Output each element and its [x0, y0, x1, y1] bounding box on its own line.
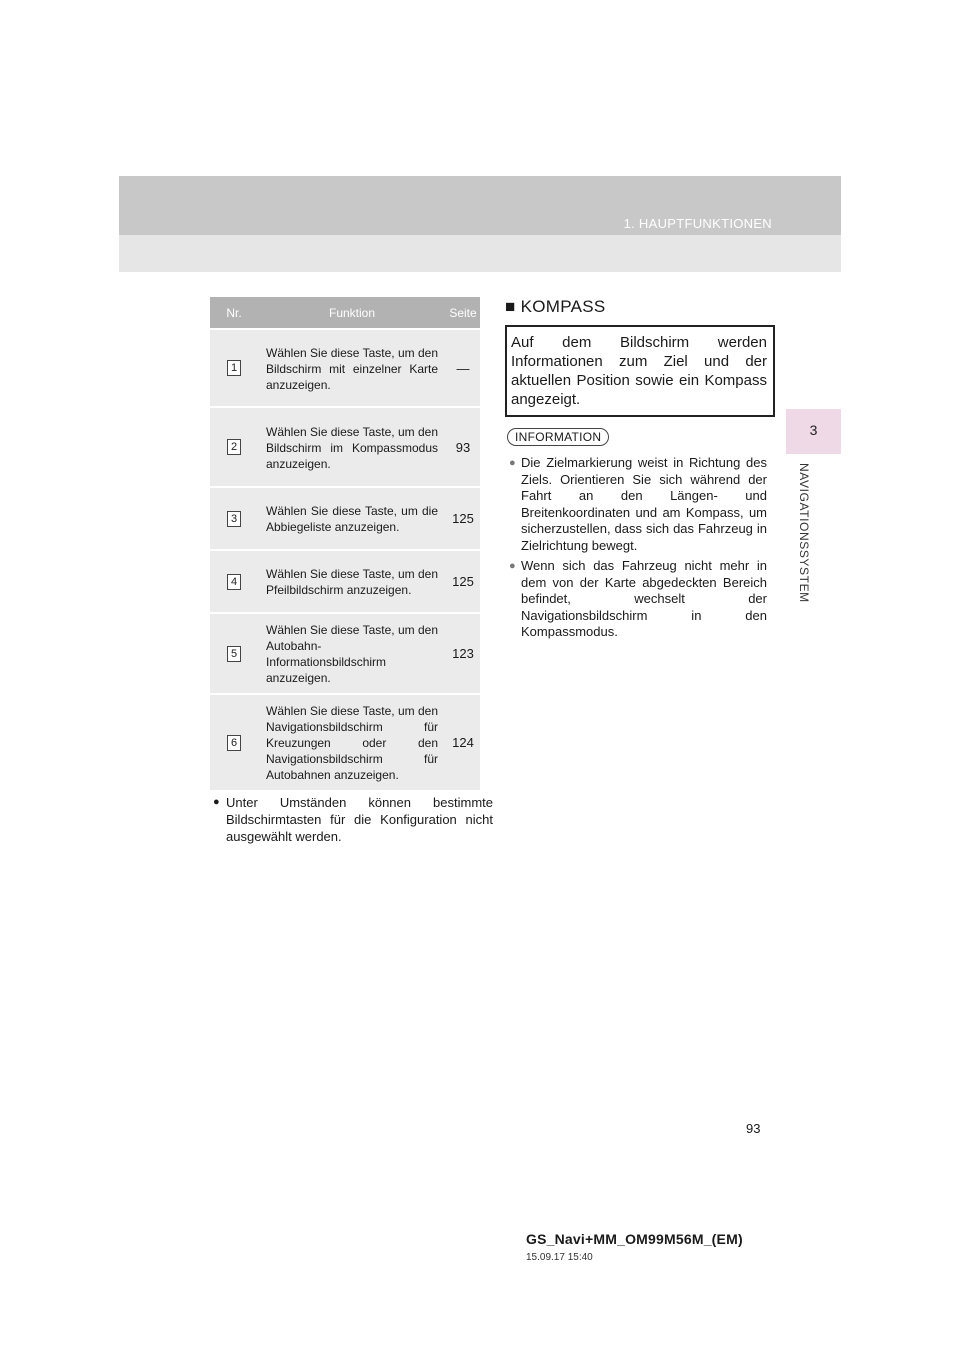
page-reference: 124 [446, 694, 480, 790]
bullet-icon: ● [509, 560, 516, 572]
function-description: Wählen Sie diese Taste, um den Pfeilbildschirm anzuzeigen. [258, 550, 446, 613]
print-timestamp: 15.09.17 15:40 [526, 1252, 593, 1263]
function-description: Wählen Sie diese Taste, um die Abbiegeliste anzuzeigen. [258, 487, 446, 550]
bullet-icon: ● [509, 457, 516, 469]
page-reference: 123 [446, 613, 480, 694]
page-number: 93 [746, 1121, 761, 1136]
function-description: Wählen Sie diese Taste, um den Navigationsbildschirm für Kreuzungen oder den Navigationsbildschirm für Autobahnen anzuzeigen. [258, 694, 446, 790]
column-header-nr: Nr. [210, 297, 258, 329]
page-reference: 125 [446, 487, 480, 550]
number-box-icon: 3 [227, 511, 241, 527]
list-item [509, 558, 767, 641]
header-subbar [119, 235, 841, 272]
function-description: Wählen Sie diese Taste, um den Autobahn-Informationsbildschirm anzuzeigen. [258, 613, 446, 694]
table-header-row [210, 297, 480, 329]
information-label: INFORMATION [507, 428, 609, 446]
function-description: Wählen Sie diese Taste, um den Bildschirm mit einzelner Karte anzuzeigen. [258, 329, 446, 407]
list-item [509, 455, 767, 554]
number-box-icon: 2 [227, 439, 241, 455]
configuration-note [213, 794, 493, 845]
information-list [509, 455, 767, 645]
section-heading-text: KOMPASS [520, 297, 606, 316]
square-bullet-icon: ■ [505, 297, 516, 316]
info-text: Wenn sich das Fahrzeug nicht mehr in dem von der Karte abgedeckten Bereich befindet, wechselt der Navigationsbildschirm in den Kompassmodus. [521, 558, 767, 639]
table-row [210, 407, 480, 487]
chapter-label: NAVIGATIONSSYSTEM [797, 463, 811, 603]
table-row [210, 487, 480, 550]
section-title: 1. HAUPTFUNKTIONEN [623, 216, 772, 231]
column-header-function: Funktion [258, 297, 446, 329]
function-description: Wählen Sie diese Taste, um den Bildschirm im Kompassmodus anzuzeigen. [258, 407, 446, 487]
table-row [210, 329, 480, 407]
bullet-icon: ● [213, 796, 220, 808]
chapter-number: 3 [809, 422, 818, 438]
header-bar [119, 176, 841, 235]
table-row [210, 613, 480, 694]
section-heading [505, 297, 606, 317]
number-box-icon: 1 [227, 360, 241, 376]
function-table [210, 297, 480, 790]
info-text: Die Zielmarkierung weist in Richtung des Ziels. Orientieren Sie sich während der Fahrt an den Längen- und Breitenkoordinaten und am Kompass, um sicherzustellen, dass sich das Fahrzeug in Zielrichtung bewegt. [521, 455, 767, 553]
column-header-page: Seite [446, 297, 480, 329]
page-reference: 125 [446, 550, 480, 613]
page-reference: — [446, 329, 480, 407]
number-box-icon: 5 [227, 646, 241, 662]
number-box-icon: 6 [227, 735, 241, 751]
document-code: GS_Navi+MM_OM99M56M_(EM) [526, 1231, 743, 1247]
page-reference: 93 [446, 407, 480, 487]
chapter-tab [786, 409, 841, 454]
number-box-icon: 4 [227, 574, 241, 590]
table-row [210, 550, 480, 613]
note-text: Unter Umständen können bestimmte Bildschirmtasten für die Konfiguration nicht ausgewählt werden. [226, 795, 493, 844]
table-row [210, 694, 480, 790]
description-box: Auf dem Bildschirm werden Informationen zum Ziel und der aktuellen Position sowie ein Kompass angezeigt. [505, 325, 775, 417]
